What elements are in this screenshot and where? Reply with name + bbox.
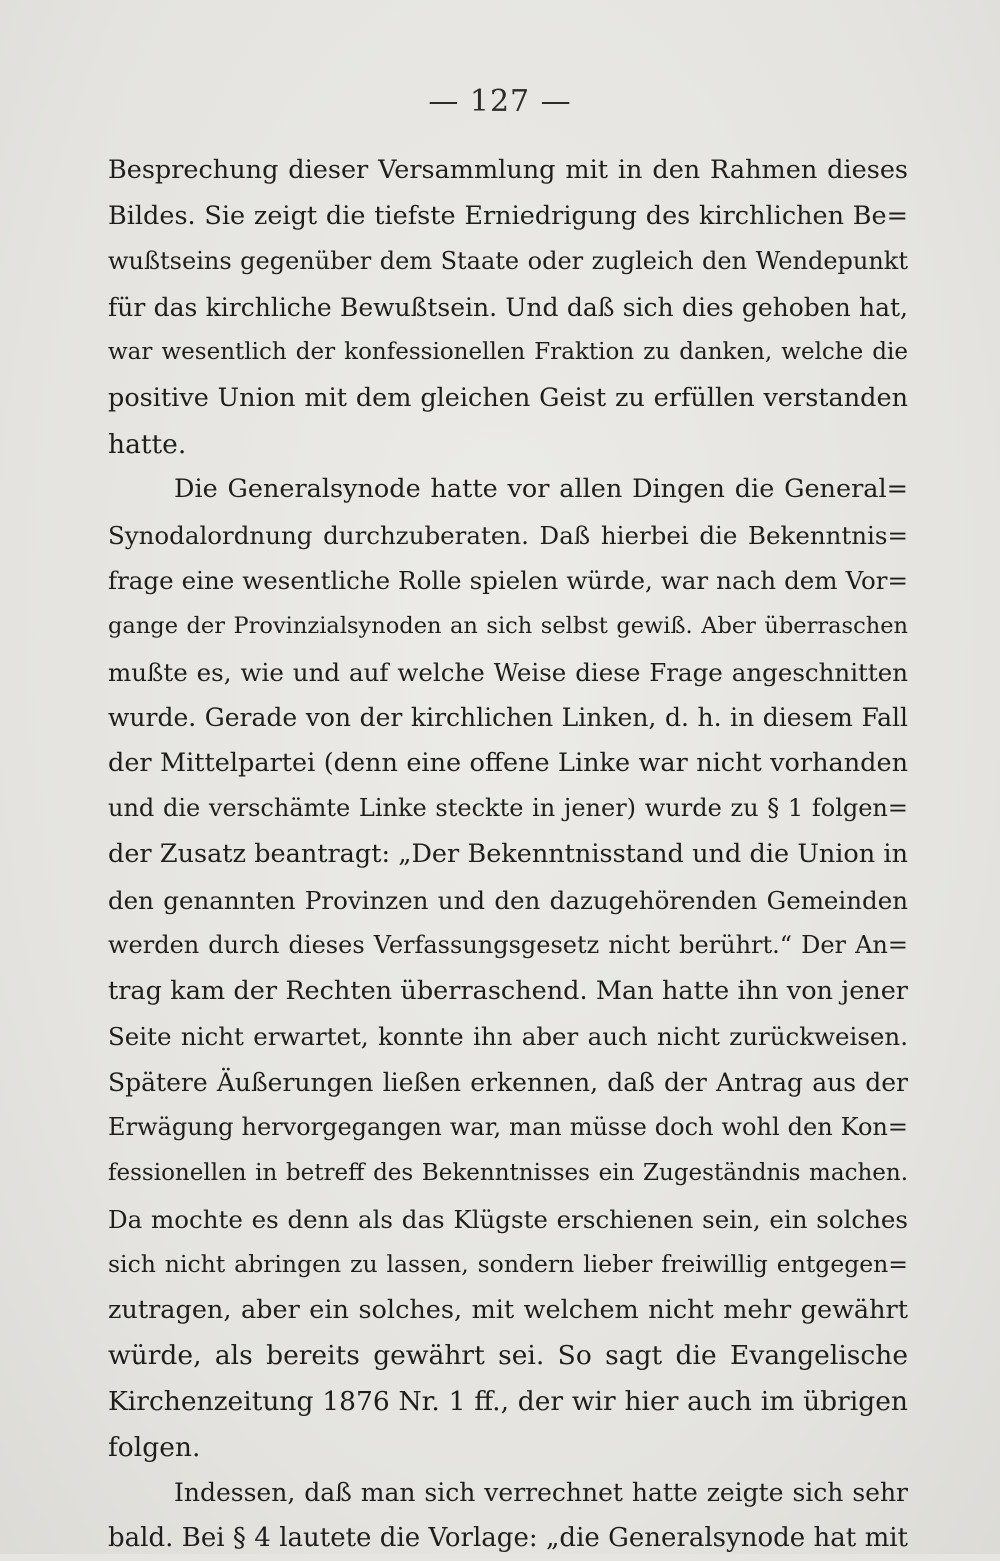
text-line: der Zusatz beantragt: „Der Bekenntnisstand und die Union in: [108, 838, 908, 869]
text-line: Synodalordnung durchzuberaten. Daß hierbei die Bekenntnis=: [108, 520, 908, 550]
text-line: Bildes. Sie zeigt die tiefste Erniedrigung des kirchlichen Be=: [108, 200, 908, 231]
text-line: wußtseins gegenüber dem Staate oder zugleich den Wendepunkt: [108, 247, 908, 276]
text-line: werden durch dieses Verfassungsgesetz nicht berührt.“ Der An=: [108, 931, 908, 960]
text-line: den genannten Provinzen und den dazugehörenden Gemeinden: [108, 885, 908, 915]
text-line: zutragen, aber ein solches, mit welchem nicht mehr gewährt: [108, 1294, 908, 1325]
text-line: wurde. Gerade von der kirchlichen Linken, d. h. in diesem Fall: [108, 703, 908, 733]
text-line: bald. Bei § 4 lautete die Vorlage: „die Generalsynode hat mit: [108, 1522, 908, 1553]
text-line: mußte es, wie und auf welche Weise diese Frage angeschnitten: [108, 657, 908, 687]
text-line: der Mittelpartei (denn eine offene Linke war nicht vorhanden: [108, 747, 908, 778]
text-line: folgen.: [108, 1431, 201, 1463]
body-text: [108, 148, 908, 1561]
text-line: gange der Provinzialsynoden an sich selbst gewiß. Aber überraschen: [108, 612, 908, 639]
text-line: und die verschämte Linke steckte in jener) wurde zu § 1 folgen=: [108, 794, 908, 823]
text-line: trag kam der Rechten überraschend. Man hatte ihn von jener: [108, 975, 908, 1006]
text-line: war wesentlich der konfessionellen Fraktion zu danken, welche die: [108, 339, 908, 366]
text-line: Besprechung dieser Versammlung mit in den Rahmen dieses: [108, 155, 908, 185]
text-line: frage eine wesentliche Rolle spielen würde, war nach dem Vor=: [108, 566, 908, 596]
text-line: fessionellen in betreff des Bekenntnisses ein Zugeständnis machen.: [108, 1160, 908, 1187]
text-line: hatte.: [108, 428, 187, 460]
text-line: Die Generalsynode hatte vor allen Dingen die General=: [174, 474, 908, 505]
text-line: Kirchenzeitung 1876 Nr. 1 ff., der wir hier auch im übrigen: [108, 1386, 908, 1418]
text-line: Spätere Äußerungen ließen erkennen, daß der Antrag aus der: [108, 1067, 908, 1097]
text-line: Da mochte es denn als das Klügste erschienen sein, ein solches: [108, 1204, 908, 1234]
text-line: Indessen, daß man sich verrechnet hatte zeigte sich sehr: [174, 1478, 908, 1508]
text-line: für das kirchliche Bewußtsein. Und daß sich dies gehoben hat,: [108, 292, 908, 322]
text-line: Seite nicht erwartet, konnte ihn aber auch nicht zurückweisen.: [108, 1022, 908, 1052]
text-line: sich nicht abringen zu lassen, sondern lieber freiwillig entgegen=: [108, 1250, 908, 1279]
text-line: würde, als bereits gewährt sei. So sagt die Evangelische: [108, 1340, 908, 1372]
text-line: positive Union mit dem gleichen Geist zu erfüllen verstanden: [108, 382, 908, 413]
page-number: — 127 —: [428, 84, 572, 119]
text-line: Erwägung hervorgegangen war, man müsse doch wohl den Kon=: [108, 1113, 908, 1142]
